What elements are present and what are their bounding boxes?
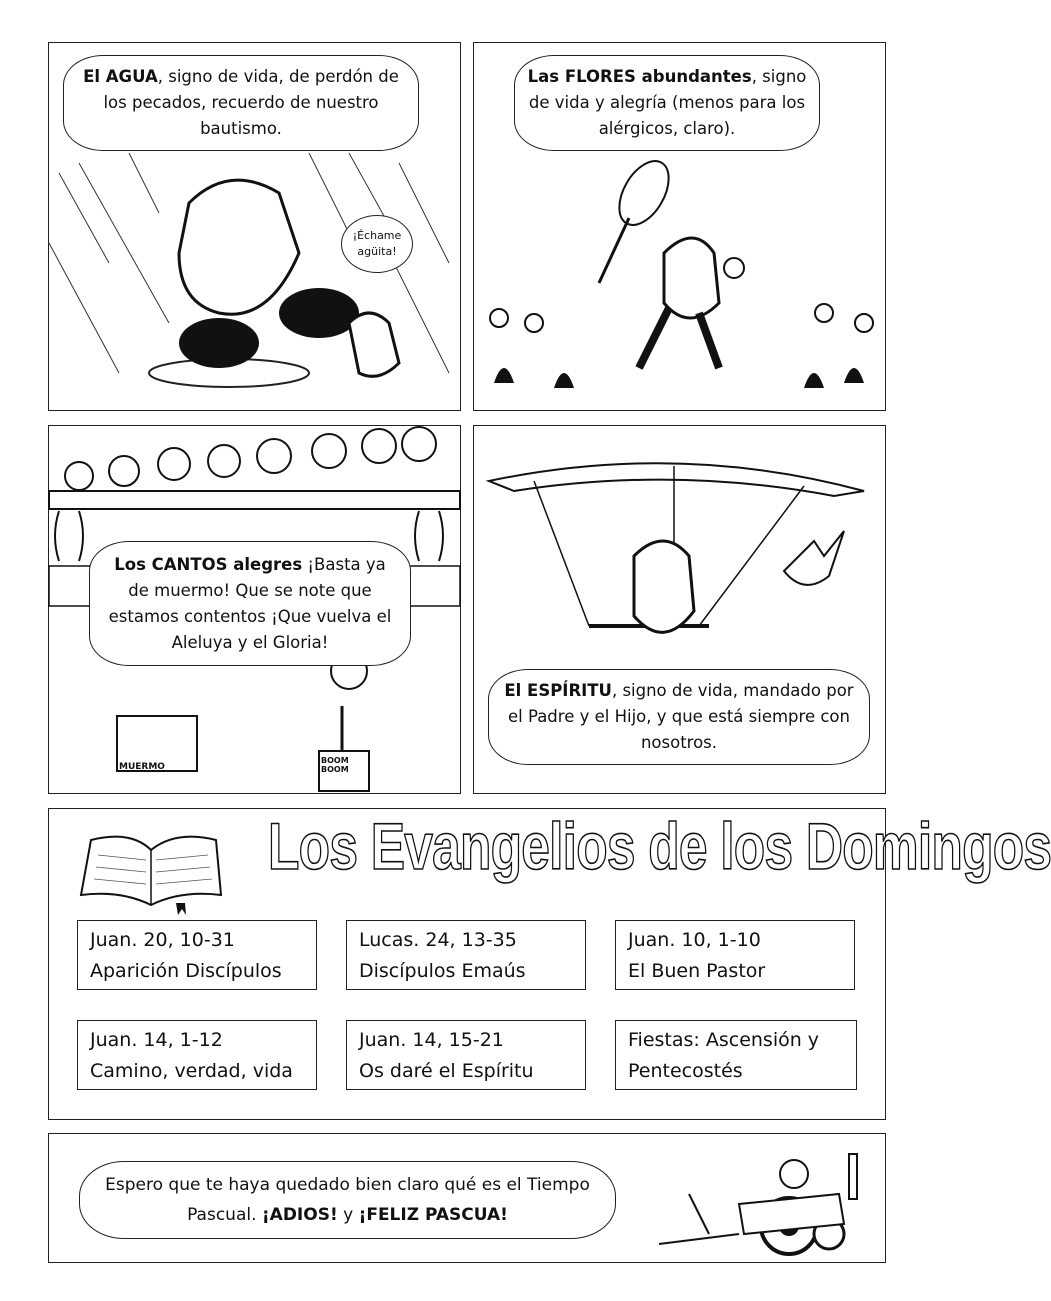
bubble-text: ¡Basta ya de muermo! Que se note que estamos contentos ¡Que vuelva el Aleluya y el Gloria! — [108, 554, 392, 652]
gospel-desc: Os daré el Espíritu — [359, 1060, 534, 1082]
farewell-adios: ¡ADIOS! — [261, 1205, 338, 1225]
speech-bubble — [63, 55, 419, 151]
bubble-bold: Las FLORES abundantes — [527, 67, 752, 86]
speech-bubble — [89, 541, 411, 666]
open-book-icon — [76, 825, 226, 915]
thought-text: ¡Échame agüita! — [352, 229, 402, 258]
speech-bubble — [514, 55, 820, 151]
gospel-item — [346, 920, 586, 990]
bubble-text: , signo de vida, de perdón de los pecados, recuerdo de nuestro bautismo. — [103, 67, 399, 138]
muermo-box-label: MUERMO — [119, 762, 165, 772]
panel-farewell — [48, 1133, 886, 1263]
thought-bubble — [341, 215, 413, 273]
gospels-title: Los Evangelios de los Domingos — [268, 809, 1051, 883]
farewell-feliz-pascua: ¡FELIZ PASCUA! — [358, 1205, 508, 1225]
gospel-item — [346, 1020, 586, 1090]
gospel-ref: Juan. 10, 1-10 — [628, 929, 761, 951]
gospel-desc: Pentecostés — [628, 1060, 743, 1082]
gospel-item — [77, 1020, 317, 1090]
panel-water — [48, 42, 461, 411]
bubble-bold: El AGUA — [83, 67, 158, 86]
bubble-bold: Los CANTOS alegres — [114, 554, 303, 574]
gospel-ref: Lucas. 24, 13-35 — [359, 929, 517, 951]
speech-bubble — [79, 1161, 616, 1239]
farewell-text: y — [337, 1205, 359, 1225]
panel-flowers — [473, 42, 886, 411]
bubble-bold: El ESPÍRITU — [504, 681, 612, 700]
boombox-label: BOOM BOOM — [321, 756, 349, 774]
bubble-text: , signo de vida y alegría (menos para los alérgicos, claro). — [528, 67, 807, 138]
gospel-item — [615, 1020, 857, 1090]
bubble-text: , signo de vida, mandado por el Padre y el Hijo, y que está siempre con nosotros. — [508, 681, 854, 752]
gospel-ref: Juan. 14, 15-21 — [359, 1029, 504, 1051]
gospel-ref: Juan. 20, 10-31 — [90, 929, 235, 951]
farewell-text: Espero que te haya quedado bien claro qué es el Tiempo Pascual. — [105, 1175, 590, 1225]
speech-bubble — [488, 669, 870, 765]
gospel-desc: El Buen Pastor — [628, 960, 766, 982]
gospel-desc: Discípulos Emaús — [359, 960, 526, 982]
gospel-ref: Juan. 14, 1-12 — [90, 1029, 223, 1051]
gospel-desc: Aparición Discípulos — [90, 960, 282, 982]
gospel-item — [77, 920, 317, 990]
panel-songs — [48, 425, 461, 794]
gospel-item — [615, 920, 855, 990]
gospel-ref: Fiestas: Ascensión y — [628, 1029, 820, 1051]
gospel-desc: Camino, verdad, vida — [90, 1060, 293, 1082]
panel-spirit — [473, 425, 886, 794]
